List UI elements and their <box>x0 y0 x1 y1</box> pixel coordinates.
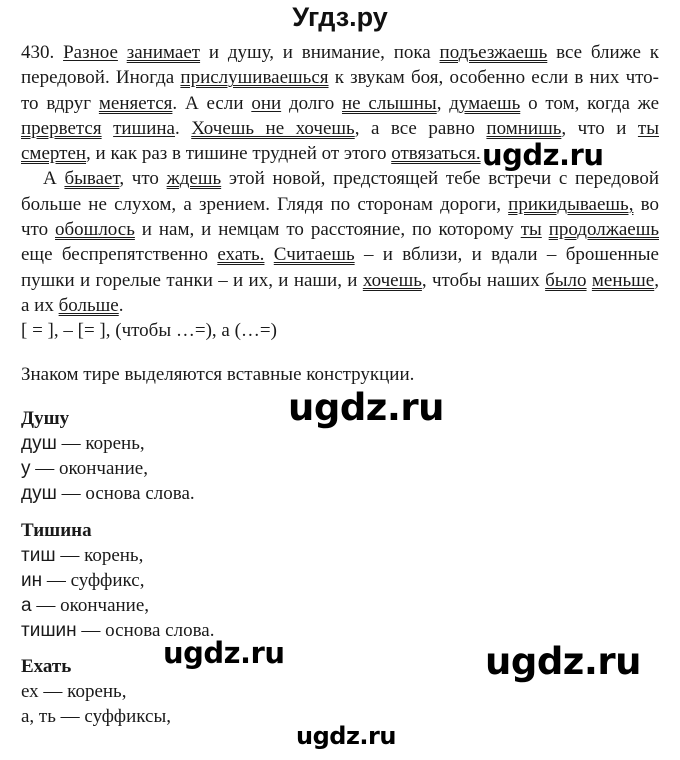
morpheme-part: душ <box>21 483 57 504</box>
text-run: , <box>436 92 450 114</box>
predicate-word: помнишь <box>486 117 562 139</box>
predicate-word: думаешь <box>449 92 521 114</box>
predicate-word: прервется <box>21 117 102 139</box>
text-run: еще беспрепятственно <box>21 244 218 266</box>
predicate-word: подъезжаешь <box>439 42 548 63</box>
morpheme-block-ehat <box>21 654 171 729</box>
text-run: , а их <box>21 269 659 316</box>
predicate-word: занимает <box>126 42 201 63</box>
morpheme-word: Душу <box>21 408 70 429</box>
site-title: Угдз.ру <box>292 2 388 32</box>
subject-word: ты <box>520 219 542 241</box>
text-run <box>118 42 127 63</box>
subject-word: Разное <box>63 42 118 63</box>
text-run: А <box>43 168 65 190</box>
morpheme-part: душ <box>21 433 57 454</box>
predicate-word: меньше <box>591 269 655 291</box>
predicate-word: больше <box>58 294 119 316</box>
morpheme-word: Ехать <box>21 656 72 677</box>
morpheme-desc: — корень, <box>55 545 144 566</box>
text-run <box>542 219 549 240</box>
predicate-word: Считаешь <box>273 244 355 266</box>
morpheme-part: тишин <box>21 620 77 641</box>
text-run: о том, когда же <box>520 92 659 114</box>
text-run: во что <box>21 193 660 241</box>
text-run <box>102 118 114 139</box>
subject-word: ты <box>637 117 659 139</box>
text-run: этой новой, предстоящей тебе встречи с передовой больше не слухом, а зрением. Глядя по сторонам дороги, <box>21 168 660 215</box>
subject-word: они <box>251 92 282 114</box>
predicate-word: продолжаешь <box>548 219 659 241</box>
predicate-word: обошлось <box>55 219 135 241</box>
morpheme-part: тиш <box>21 545 56 566</box>
morpheme-block-dushu <box>21 406 195 506</box>
exercise-number: 430. <box>21 42 55 63</box>
predicate-word: было <box>545 269 587 291</box>
predicate-word: отвязаться. <box>391 143 481 165</box>
watermark: ugdz.ru <box>288 386 444 429</box>
morpheme-desc: — корень, <box>56 433 145 454</box>
watermark: ugdz.ru <box>485 640 641 683</box>
watermark: ugdz.ru <box>163 636 285 670</box>
text-run: к звукам боя, особенно если в них что-то вдруг <box>21 67 660 114</box>
morpheme-row: а, ть — суффиксы, <box>21 706 171 727</box>
watermark: ugdz.ru <box>296 722 396 750</box>
predicate-word: меняется <box>98 92 173 114</box>
morpheme-desc: — окончание, <box>31 595 150 616</box>
sentence-scheme: [ = ], – [= ], (чтобы …=), а (…=) <box>21 320 277 342</box>
punctuation-note: Знаком тире выделяются вставные конструкции. <box>21 364 415 385</box>
predicate-word: смертен <box>21 143 87 165</box>
exercise-text <box>21 40 659 344</box>
morpheme-row: ех — корень, <box>21 681 127 702</box>
morpheme-part: ин <box>21 570 43 591</box>
predicate-word: хочешь <box>362 269 422 291</box>
text-run: , что и <box>561 117 638 139</box>
text-run: , а все равно <box>354 117 487 139</box>
predicate-word: бывает <box>64 168 120 190</box>
text-run: , чтобы наших <box>421 269 546 291</box>
text-run: . <box>118 294 124 316</box>
text-run: все ближе к передовой. Иногда <box>21 42 660 89</box>
morpheme-part: у <box>21 458 31 479</box>
text-run: долго <box>281 92 343 114</box>
text-run: . А если <box>172 92 252 114</box>
text-run <box>264 244 273 265</box>
text-run: и душу, и внимание, пока <box>200 42 440 63</box>
morpheme-block-tishina <box>21 518 214 643</box>
morpheme-word: Тишина <box>21 520 92 541</box>
predicate-word: Хочешь не хочешь <box>191 117 355 139</box>
subject-word: тишина <box>113 117 175 139</box>
text-run: , и как раз в тишине трудней от этого <box>86 143 392 165</box>
predicate-word: прикидываешь, <box>508 193 634 215</box>
text-run: и нам, и немцам то расстояние, по которому <box>134 219 521 241</box>
text-run: , что <box>119 168 167 190</box>
morpheme-part: а <box>21 595 32 616</box>
paragraph-2 <box>21 166 659 318</box>
predicate-word: ждешь <box>166 168 222 190</box>
morpheme-desc: — основа слова. <box>76 620 215 641</box>
morpheme-desc: — основа слова. <box>56 483 195 504</box>
text-run: – и вблизи, и вдали – брошенные пушки и горелые танки – и их, и наши, и <box>21 244 659 291</box>
predicate-word: не слышны <box>342 92 437 114</box>
watermark: ugdz.ru <box>482 138 604 172</box>
predicate-word: ехать. <box>217 244 265 266</box>
morpheme-desc: — окончание, <box>30 458 148 479</box>
predicate-word: прислушиваешься <box>180 67 329 89</box>
morpheme-desc: — суффикс, <box>42 570 145 591</box>
text-run: . <box>174 117 192 139</box>
